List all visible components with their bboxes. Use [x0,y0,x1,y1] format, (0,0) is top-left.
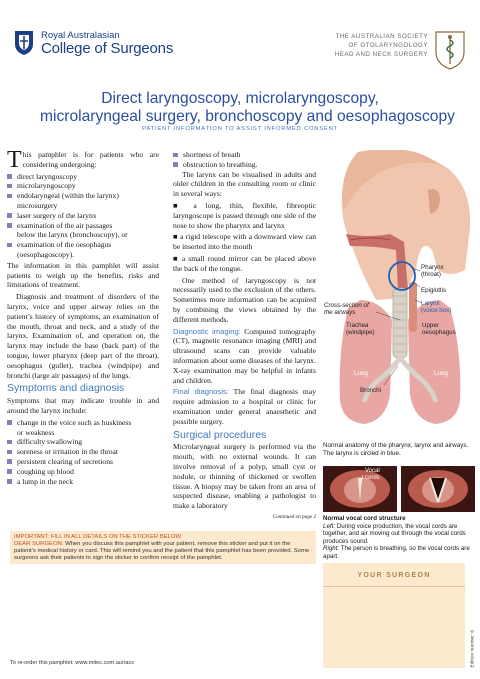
list-item: microlaryngoscopy [7,181,159,191]
bronchi-label: Bronchi [360,387,381,394]
edition-number: Edition number: 6 [470,629,476,668]
vocal-cord-caption-title: Normal vocal cord structure [323,515,406,522]
logo-line-2: College of Surgeons [41,40,174,57]
column-1 [7,147,159,486]
larynx-label: Larynx (voice box) [421,300,452,314]
paragraph: ■ a rigid telescope with a downward view can be inserted into the mouth [173,232,316,252]
paragraph: ■ a small round mirror can be placed above the back of the tongue. [173,253,316,273]
intro-paragraph: This pamphlet is for patients who are considering undergoing: [7,147,159,173]
racs-shield-icon [14,30,34,56]
sticker-notice: IMPORTANT: FILL IN ALL DETAILS ON THE STICKER BELOW DEAR SURGEON: When you discuss this pamphlet with your patient, remove this sticker and put it on the patient’s medical history or card. This will remind you and the patient that this pamphlet has been provided. Some surgeons ask their patients to sign the sticker to confirm receipt of the pamphlet. [10,531,316,564]
trachea-label: Trachea (windpipe) [346,322,375,336]
society-logo [296,30,466,70]
logo-line-1: Royal Australasian [41,30,120,41]
anatomy-drawing [320,150,478,440]
right-lung-label: Lung [434,370,448,377]
section-heading-surgical: Surgical procedures [173,428,267,441]
paragraph: The information in this pamphlet will assist patients to weigh up the benefits, risks and limitations of treatment. [7,260,159,290]
left-lung-label: Lung [354,370,368,377]
diagnostic-imaging-paragraph: Diagnostic imaging: Computed tomography (CT), magnetic resonance imaging (MRI) and ultrasound scans can provide valuable information about some diseases of the larynx. X-ray examination may be helpful in infants and children. [173,326,316,385]
dear-surgeon-label: DEAR SURGEON: [14,541,64,547]
divider [323,586,465,587]
vocal-cords-label: Vocal cords [365,468,380,481]
column-2 [173,150,316,523]
paragraph: One method of laryngoscopy is not necessarily used to the exclusion of the others. Sometimes more information can be acquired by combining the views obtained by the different methods. [173,275,316,324]
paragraph: Microlaryngeal surgery is performed via the mouth, with no external wounds. It can involve removal of a polyp, small cyst or nodule, or thinning of thickened or swollen tissue. A biopsy may be taken from an area of suspected disease, enabling a pathologist to make a laboratory [173,442,316,511]
cross-section-label: Cross-section of the airways [324,302,369,316]
paragraph: Diagnosis and treatment of disorders of the larynx, voice and upper airway relies on the patient’s history of symptoms, an examination of the mouth, throat and neck, and a study of the larynx. Examination of, and operation on, the larynx may include the base (back part) of the tongue, lower pharynx (deep part of the throat), oesophagus (gullet), trachea (windpipe) and bronchi (large air passages) of the lungs. [7,292,159,380]
list-item-continued: (oesophagoscopy). [17,249,75,259]
pharynx-label: Pharynx (throat) [421,264,444,278]
paragraph: Symptoms that may indicate trouble in and around the larynx include: [7,396,159,415]
list-item: coughing up blood [7,467,159,477]
section-heading-symptoms: Symptoms and diagnosis [7,382,125,395]
anatomy-illustration [320,150,478,440]
list-item: direct laryngoscopy [7,172,159,182]
list-item-continued: or weakness [17,427,55,437]
vocal-cord-photos [323,466,475,512]
list-item: persistent clearing of secretions [7,457,159,467]
drop-cap: T [7,147,22,173]
list-item: examination of the oesophagus [7,240,159,250]
final-diagnosis-paragraph: Final diagnosis: The final diagnosis may require admission to a hospital or clinic for examination under general anaesthetic and possible surgery. [173,387,316,426]
list-item-continued: below the larynx (bronchoscopy), or [17,230,128,240]
society-emblem-icon [434,30,466,70]
list-item: shortness of breath [173,150,316,160]
reorder-note: To re-order this pamphlet: www.mitec.com.au/racs [10,660,135,666]
society-name: THE AUSTRALIAN SOCIETY OF OTOLARYNGOLOGY HEAD AND NECK SURGERY [334,33,428,58]
list-item: soreness or irritation in the throat [7,447,159,457]
diagnostic-imaging-label: Diagnostic imaging: [173,326,241,336]
final-diagnosis-label: Final diagnosis: [173,387,229,397]
epiglottis-label: Epiglottis [421,287,447,294]
list-item: obstruction to breathing. [173,160,316,170]
paragraph: ■ a long, thin, flexible, fibreoptic laryngoscope is passed through one side of the nose to show the pharynx and larynx [173,200,316,230]
list-item: change in the voice such as huskiness [7,418,159,428]
list-item: a lump in the neck [7,477,159,487]
list-item: laser surgery of the larynx [7,211,159,221]
anatomy-caption: Normal anatomy of the pharynx, larynx and airways. The larynx is circled in blue. [323,442,469,457]
paragraph: The larynx can be visualised in adults and older children in the consulting room or clinic in several ways: [173,169,316,199]
racs-logo [14,30,184,60]
your-surgeon-sticker[interactable] [323,563,465,668]
list-item: difficulty swallowing [7,437,159,447]
vocal-cord-caption: Normal vocal cord structure Left: During voice production, the vocal cords are together, and air moving out through the vocal cords produces sound. Right: The person is breathing, so the vocal cords are apart. [323,515,475,560]
page-title-line-2: microlaryngeal surgery, bronchoscopy and oesophagoscopy [40,108,455,125]
page-subtitle: PATIENT INFORMATION TO ASSIST INFORMED CONSENT [142,126,338,132]
vocal-cord-images [323,466,475,512]
page-title-line-1: Direct laryngoscopy, microlaryngoscopy, [101,90,379,107]
list-item: endolaryngeal (within the larynx) [7,191,159,201]
oesophagus-label: Upper oesophagus [422,322,456,336]
list-item-continued: microsurgery [17,200,58,210]
continued-note: Continued on page 2 [272,513,316,520]
list-item: examination of the air passages [7,221,159,231]
notice-title: IMPORTANT: FILL IN ALL DETAILS ON THE STICKER BELOW [14,534,182,540]
your-surgeon-heading: YOUR SURGEON [357,572,431,579]
